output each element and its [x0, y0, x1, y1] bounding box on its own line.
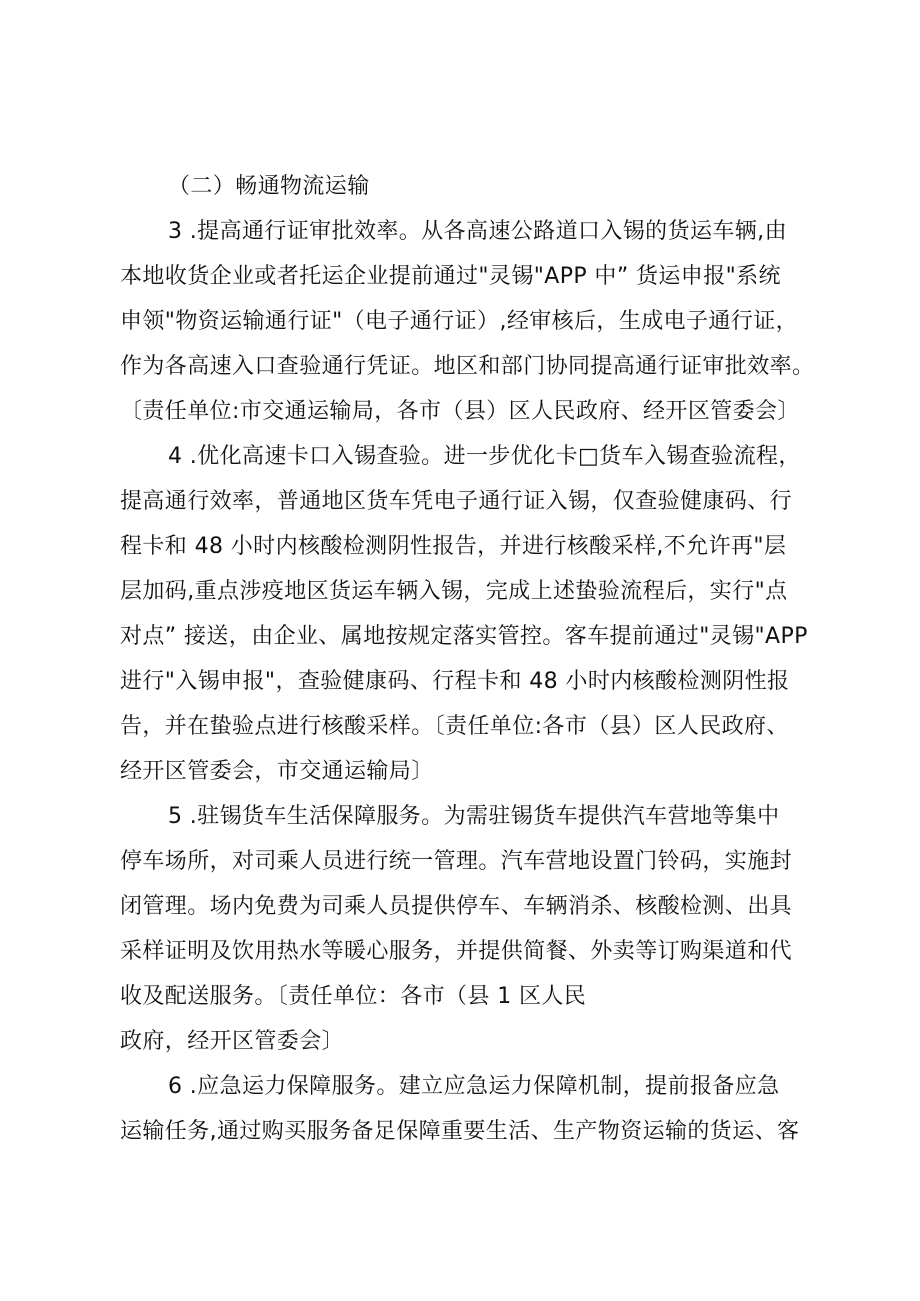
paragraph-4-line-4: 层加码,重点涉疫地区货运车辆入锡，完成上述蛰验流程后，实行"点	[120, 579, 788, 604]
paragraph-5-line-4: 采样证明及饮用热水等暖心服务，并提供简餐、外卖等订购渠道和代	[120, 939, 793, 964]
paragraph-4-line-7: 告，并在蛰验点进行核酸采样。〔责任单位:各市（县）区人民政府、	[120, 714, 789, 739]
paragraph-4-line-6: 进行"入锡申报"，查验健康码、行程卡和 48 小时内核酸检测阴性报	[120, 669, 790, 694]
paragraph-5-line-5: 收及配送服务。〔责任单位：各市（县 1 区人民	[120, 984, 587, 1009]
paragraph-4-line-5: 对点” 接送，由企业、属地按规定落实管控。客车提前通过"灵锡"APP	[120, 624, 808, 649]
paragraph-3-responsibility: 〔责任单位:市交通运输局，各市（县）区人民政府、经开区管委会〕	[120, 399, 800, 424]
paragraph-4-responsibility: 经开区管委会，市交通运输局〕	[120, 759, 434, 784]
paragraph-3-line-1: 3 .提高通行证审批效率。从各高速公路道口入锡的货运车辆,由	[168, 219, 787, 244]
paragraph-3-line-4: 作为各高速入口查验通行凭证。地区和部门协同提高通行证审批效率。	[120, 354, 815, 379]
paragraph-5-line-3: 闭管理。场内免费为司乘人员提供停车、车辆消杀、核酸检测、出具	[120, 894, 793, 919]
paragraph-4-line-3: 程卡和 48 小时内核酸检测阴性报告，并进行核酸采样,不允许再"层	[120, 534, 787, 559]
paragraph-6-line-1: 6 .应急运力保障服务。建立应急运力保障机制，提前报备应急	[168, 1074, 780, 1099]
section-heading: （二）畅通物流运输	[168, 174, 370, 199]
paragraph-4-line-1: 4 .优化高速卡口入锡查验。进一步优化卡□货车入锡查验流程，	[168, 444, 801, 469]
paragraph-6-line-2: 运输任务,通过购买服务备足保障重要生活、生产物资运输的货运、客	[120, 1119, 800, 1144]
paragraph-3-line-2: 本地收货企业或者托运企业提前通过"灵锡"APP 中” 货运申报"系统	[120, 264, 781, 289]
paragraph-5-line-2: 停车场所，对司乘人员进行统一管理。汽车营地设置门铃码，实施封	[120, 849, 793, 874]
paragraph-5-line-1: 5 .驻锡货车生活保障服务。为需驻锡货车提供汽车营地等集中	[168, 804, 780, 829]
paragraph-5-responsibility: 政府，经开区管委会〕	[120, 1029, 345, 1054]
paragraph-4-line-2: 提高通行效率，普通地区货车凭电子通行证入锡，仅查验健康码、行	[120, 489, 793, 514]
paragraph-3-line-3: 申领"物资运输通行证"（电子通行证）,经审核后，生成电子通行证，	[120, 309, 799, 334]
